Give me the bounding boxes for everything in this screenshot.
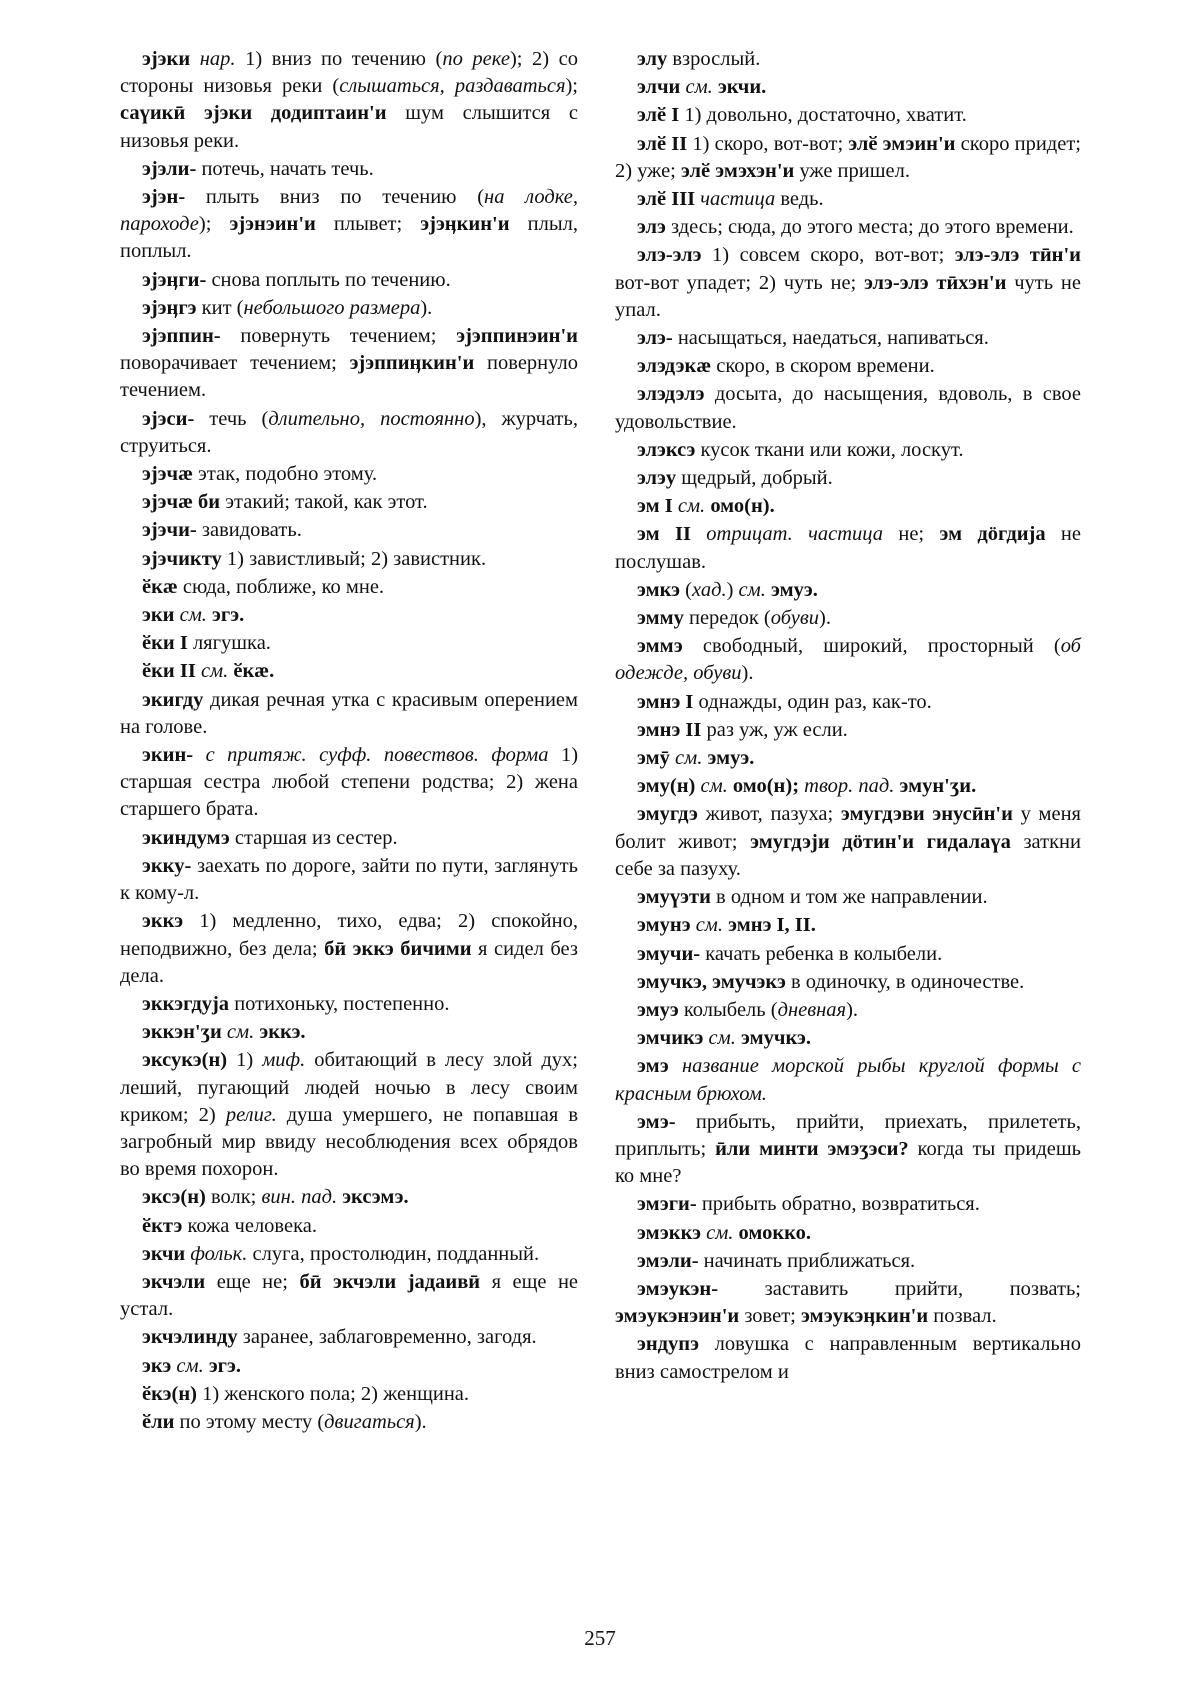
italic-note: на лодке, пароходе	[120, 186, 579, 236]
headword: эккэн'ӡи	[142, 1021, 227, 1044]
dictionary-entry	[120, 687, 578, 741]
headword: эмкэ	[637, 578, 681, 601]
dictionary-entry	[615, 605, 1081, 632]
definition-text: передок (	[683, 607, 771, 630]
italic-note: название морской рыбы круглой формы с красным брюхом.	[615, 1055, 1081, 1105]
definition-text: чуть не упал.	[615, 271, 1081, 321]
headword: эмнэ I, II.	[723, 914, 816, 937]
dictionary-entry	[615, 801, 1081, 883]
italic-note: см.	[738, 578, 766, 601]
italic-note: см.	[176, 1354, 204, 1377]
headword: эмуэ.	[765, 578, 818, 601]
dictionary-entry	[615, 1331, 1081, 1385]
headword: эндупэ	[637, 1333, 699, 1356]
definition-text: 1) скоро, вот-вот;	[687, 132, 849, 155]
headword: ӣли минти эмэӡэси?	[715, 1137, 909, 1160]
definition-text: ), журчать, струиться.	[120, 407, 578, 457]
headword: элэдэлэ	[637, 383, 705, 406]
dictionary-entry	[120, 1409, 578, 1436]
headword: эјэппинэин'и	[456, 325, 578, 348]
headword: эмэккэ	[637, 1221, 707, 1244]
italic-note: см.	[226, 1021, 255, 1044]
dictionary-entry	[120, 156, 578, 183]
italic-note: дневная	[777, 998, 847, 1021]
headword: элэ-элэ тӣхэн'и	[864, 271, 1007, 294]
italic-note: см.	[695, 914, 723, 937]
italic-note: см.	[677, 495, 706, 518]
dictionary-entry	[120, 1241, 578, 1268]
headword: бӣ экчэли јадаивӣ	[299, 1270, 481, 1293]
headword: элэксэ	[637, 438, 696, 461]
headword: эмчикэ	[637, 1027, 709, 1050]
definition-text: раз уж, уж если.	[701, 718, 848, 741]
headword: элэдэкæ	[637, 355, 712, 378]
headword: экку-	[142, 854, 192, 877]
headword: эмӯ	[637, 747, 676, 770]
definition-text: свободный, широкий, просторный (	[682, 635, 1061, 658]
italic-note: вин. пад.	[261, 1186, 338, 1209]
definition-text: плыл, поплыл.	[120, 213, 578, 263]
definition-text: завидовать.	[196, 519, 302, 542]
definition-text: уже пришел.	[794, 159, 910, 182]
definition-text: в одиночку, в одиночестве.	[785, 970, 1025, 993]
definition-text: 1) довольно, достаточно, хватит.	[679, 104, 967, 127]
definition-text: я сидел без дела.	[120, 937, 579, 987]
definition-text: заставить прийти, позвать;	[718, 1277, 1081, 1300]
dictionary-entry	[120, 1213, 578, 1240]
definition-text: скоро, в скором времени.	[711, 355, 935, 378]
definition-text: 1) старшая сестра любой степени родства; 2) жена старшего брата.	[120, 744, 579, 821]
headword: эмуэ.	[702, 747, 755, 770]
definition-text: насыщаться, наедаться, напиваться.	[672, 327, 989, 350]
definition-text: 1) совсем скоро, вот-вот;	[701, 244, 955, 267]
headword: ӗли	[142, 1410, 175, 1433]
definition-text: начинать приближаться.	[698, 1249, 916, 1272]
definition-text: повернуло течением.	[120, 352, 578, 402]
italic-note: см.	[700, 775, 728, 798]
italic-note: обуви	[770, 607, 820, 630]
dictionary-entry	[615, 353, 1081, 380]
definition-text: ); 2) со стороны низовья реки (	[120, 48, 579, 98]
dictionary-entry	[615, 633, 1081, 687]
headword: ӗктэ	[142, 1214, 183, 1237]
headword: эккэ.	[254, 1021, 306, 1044]
dictionary-entry	[120, 295, 578, 322]
dictionary-entry	[615, 689, 1081, 716]
definition-text: поворачивает течением;	[120, 352, 350, 375]
definition-text: заткни себе за пазуху.	[615, 830, 1081, 880]
definition-text: кит (	[196, 296, 244, 319]
headword: элӗ I	[637, 104, 680, 127]
dictionary-entry	[120, 991, 578, 1018]
headword: эм II	[637, 523, 707, 546]
headword: экиндумэ	[142, 826, 230, 849]
headword: саүикӣ эјэки додиптаин'и	[120, 102, 387, 125]
definition-text: 1) завистливый; 2) завистник.	[221, 547, 487, 570]
headword: элчи	[637, 76, 686, 99]
headword: элэ-элэ тӣн'и	[954, 244, 1081, 267]
headword: эмнэ I	[637, 690, 694, 713]
italic-note: см.	[200, 660, 229, 683]
headword: эјэппин-	[142, 325, 221, 348]
definition-text: ).	[741, 662, 754, 685]
definition-text: плывет;	[315, 213, 421, 236]
headword: элӗ эмэин'и	[848, 132, 956, 155]
dictionary-entry	[615, 74, 1081, 101]
headword: элэу	[637, 467, 677, 490]
headword: эксукэ(н)	[142, 1049, 228, 1072]
headword: ӗкэ(н)	[142, 1382, 197, 1405]
italic-note: см.	[708, 1027, 736, 1050]
headword: эјэки	[142, 48, 200, 70]
headword: эмму	[637, 607, 684, 630]
italic-note: об одежде, обуви	[615, 635, 1081, 685]
definition-text: ведь.	[775, 188, 824, 211]
headword: эмэли-	[637, 1249, 699, 1272]
definition-text: обитающий в лесу злой дух; леший, пугающий людей ночью в лесу своим криком; 2)	[120, 1049, 579, 1126]
definition-text: здесь; сюда, до этого места; до этого времени.	[665, 216, 1074, 239]
dictionary-entry	[120, 658, 578, 685]
headword: эмнэ II	[637, 718, 702, 741]
definition-text: заранее, заблаговременно, загодя.	[237, 1326, 537, 1349]
italic-note: религ.	[225, 1103, 277, 1126]
definition-text: течь (	[194, 407, 269, 430]
headword: эму(н)	[637, 775, 701, 798]
headword: эмугдэји дӧтин'и гидалаүа	[750, 830, 1011, 853]
headword: эјэнэин'и	[229, 213, 316, 236]
headword: эмэги-	[637, 1193, 697, 1216]
definition-text: взрослый.	[667, 48, 761, 70]
dictionary-entry	[120, 630, 578, 657]
definition-text: );	[565, 75, 579, 98]
headword: эјэн-	[142, 186, 186, 209]
dictionary-entry	[120, 46, 578, 155]
definition-text: плыть вниз по течению (	[185, 186, 485, 209]
definition-text: )	[726, 578, 739, 601]
headword: экчи	[142, 1242, 191, 1265]
dictionary-entry	[120, 1269, 578, 1323]
headword: ӗкæ.	[228, 660, 275, 683]
dictionary-entry	[615, 102, 1081, 129]
dictionary-entry	[120, 406, 578, 460]
italic-note: см.	[179, 604, 207, 627]
right-column	[615, 46, 1081, 1387]
dictionary-entry	[120, 825, 578, 852]
headword: элӗ эмэхэн'и	[681, 159, 795, 182]
definition-text: 1) женского пола; 2) женщина.	[196, 1382, 470, 1405]
dictionary-entry	[120, 323, 578, 405]
headword: эки	[142, 604, 180, 627]
dictionary-entry	[615, 46, 1081, 73]
italic-note: см.	[706, 1221, 734, 1244]
headword: экчэлинду	[142, 1326, 238, 1349]
definition-text: снова поплыть по течению.	[206, 268, 451, 291]
definition-text: живот, пазуха;	[697, 803, 841, 826]
italic-note: отрицат. частица	[706, 523, 884, 546]
italic-note: частица	[700, 188, 776, 211]
headword: экчэли	[142, 1270, 206, 1293]
dictionary-entry	[615, 1053, 1081, 1107]
dictionary-entry	[120, 184, 578, 266]
headword: элӗ II	[637, 132, 688, 155]
dictionary-entry	[120, 1019, 578, 1046]
dictionary-entry	[615, 1109, 1081, 1191]
definition-text: скоро придет; 2) уже;	[615, 132, 1081, 182]
definition-text: лягушка.	[187, 632, 271, 655]
dictionary-entry	[615, 1220, 1081, 1247]
italic-note: по реке	[442, 48, 510, 70]
definition-text: волк;	[205, 1186, 262, 1209]
definition-text: ).	[420, 296, 433, 319]
definition-text: 1)	[227, 1049, 263, 1072]
headword: эгэ.	[203, 1354, 241, 1377]
definition-text: в одном и том же направлении.	[710, 886, 988, 909]
definition-text: колыбель (	[678, 998, 778, 1021]
italic-note: длительно, постоянно	[268, 407, 475, 430]
definition-text: шум слышится с низовья реки.	[120, 102, 578, 152]
definition-text: душа умершего, не попавшая в загробный мир ввиду несоблюдения всех обрядов во время похорон.	[120, 1103, 578, 1181]
dictionary-entry	[120, 1184, 578, 1211]
headword: элэ	[637, 216, 666, 239]
definition-text: зовет;	[739, 1305, 801, 1328]
definition-text: прибыть, прийти, приехать, прилететь, приплыть;	[615, 1110, 1081, 1160]
headword: эмунэ	[637, 914, 696, 937]
headword: бӣ эккэ бичими	[324, 937, 472, 960]
italic-note: двигаться	[324, 1410, 415, 1433]
definition-text: когда ты придешь ко мне?	[615, 1137, 1082, 1188]
headword: эјэчæ би	[142, 491, 221, 514]
headword: эјэчи-	[142, 519, 197, 542]
italic-note: с притяж. суфф. повествов. форма	[205, 744, 549, 767]
definition-text: по этому месту (	[174, 1410, 325, 1433]
left-column	[120, 46, 578, 1437]
headword: эммэ	[637, 635, 683, 658]
italic-note: миф.	[262, 1049, 306, 1072]
italic-note: слышаться, раздаваться	[339, 75, 566, 98]
dictionary-entry	[120, 267, 578, 294]
dictionary-entry	[615, 773, 1081, 800]
dictionary-entry	[120, 461, 578, 488]
headword: элэ-элэ	[637, 244, 702, 267]
headword: эмугдэ	[637, 803, 698, 826]
definition-text: качать ребенка в колыбели.	[700, 942, 943, 965]
italic-note: см.	[675, 747, 703, 770]
dictionary-entry	[120, 1381, 578, 1408]
dictionary-entry	[120, 853, 578, 907]
headword: элу	[637, 48, 668, 70]
headword: элэ-	[637, 327, 673, 350]
headword: эјэли-	[142, 157, 197, 180]
dictionary-entry	[615, 884, 1081, 911]
headword: экэ	[142, 1354, 177, 1377]
headword: омокко.	[733, 1221, 812, 1244]
headword: омо(н);	[727, 775, 805, 798]
headword: эм дӧгдија	[939, 523, 1046, 546]
definition-text: прибыть обратно, возвратиться.	[696, 1193, 980, 1216]
headword: эмугдэви энусӣн'и	[840, 803, 1013, 826]
definition-text: досыта, до насыщения, вдоволь, в свое удовольствие.	[615, 383, 1081, 433]
headword: ӗкæ	[142, 575, 178, 598]
dictionary-entry	[120, 517, 578, 544]
headword: эмучкэ.	[735, 1027, 811, 1050]
dictionary-entry	[120, 574, 578, 601]
headword: ӗки I	[142, 632, 188, 655]
definition-text: кусок ткани или кожи, лоскут.	[695, 438, 964, 461]
headword: эмэ	[637, 1055, 682, 1078]
italic-note: хад.	[692, 578, 727, 601]
italic-note: нар.	[199, 48, 236, 70]
definition-text: дикая речная утка с красивым оперением на голове.	[120, 688, 578, 738]
dictionary-entry	[615, 941, 1081, 968]
headword: эмуүэти	[637, 886, 711, 909]
definition-text: 1) вниз по течению (	[235, 48, 443, 70]
dictionary-entry	[615, 1276, 1081, 1330]
definition-text: ловушка с направленным вертикально вниз самострелом и	[615, 1333, 1081, 1383]
italic-note: твор. пад.	[804, 775, 895, 798]
definition-text: кожа человека.	[182, 1214, 317, 1237]
headword: эјэчикту	[142, 547, 222, 570]
headword: эм I	[637, 495, 678, 518]
headword: эмучкэ, эмучэкэ	[637, 970, 786, 993]
dictionary-entry	[615, 493, 1081, 520]
headword: эмуэ	[637, 998, 679, 1021]
definition-text: ).	[819, 607, 831, 630]
dictionary-entry	[615, 131, 1081, 185]
dictionary-entry	[120, 546, 578, 573]
definition-text: не;	[883, 523, 940, 546]
headword: эмучи-	[637, 942, 701, 965]
definition-text: старшая из сестер.	[229, 826, 398, 849]
headword: элӗ III	[637, 188, 701, 211]
dictionary-entry	[615, 745, 1081, 772]
italic-note: фольк.	[190, 1242, 248, 1265]
dictionary-entry	[615, 912, 1081, 939]
dictionary-entry	[615, 1191, 1081, 1218]
headword: эксэ(н)	[142, 1186, 206, 1209]
headword: эјэчæ	[142, 463, 193, 486]
definition-text: (	[680, 578, 692, 601]
headword: эмун'ӡи.	[894, 775, 977, 798]
dictionary-entry	[615, 1025, 1081, 1052]
headword: эксэмэ.	[337, 1186, 409, 1209]
dictionary-entry	[615, 1248, 1081, 1275]
dictionary-entry	[615, 997, 1081, 1024]
dictionary-entry	[120, 489, 578, 516]
definition-text: не послушав.	[615, 523, 1081, 573]
definition-text: потихоньку, постепенно.	[229, 992, 450, 1015]
definition-text: потечь, начать течь.	[196, 157, 374, 180]
headword: эккэ	[142, 910, 184, 933]
headword: эјэӊгэ	[142, 296, 197, 319]
dictionary-entry	[120, 1353, 578, 1380]
definition-text: позвал.	[928, 1305, 997, 1328]
headword: эјэппиӊкин'и	[349, 352, 475, 375]
dictionary-entry	[615, 521, 1081, 575]
headword: ӗки II	[142, 660, 201, 683]
definition-text: заехать по дороге, зайти по пути, заглянуть к кому-л.	[120, 854, 578, 905]
headword: эмэукэӊкин'и	[801, 1305, 929, 1328]
headword: экин-	[142, 744, 206, 767]
dictionary-entry	[615, 969, 1081, 996]
dictionary-entry	[120, 1047, 578, 1183]
dictionary-entry	[615, 717, 1081, 744]
dictionary-entry	[120, 908, 578, 990]
page-number: 257	[584, 1626, 616, 1650]
definition-text: слуга, простолюдин, подданный.	[247, 1242, 540, 1265]
headword: эгэ.	[206, 604, 245, 627]
dictionary-entry	[615, 186, 1081, 213]
headword: омо(н).	[705, 495, 775, 518]
headword: эмэ-	[637, 1110, 676, 1133]
headword: эккэгдуја	[142, 992, 230, 1015]
definition-text: этак, подобно этому.	[192, 463, 378, 486]
definition-text: я еще не устал.	[120, 1270, 579, 1321]
dictionary-entry	[615, 214, 1081, 241]
headword: эмэукэнэин'и	[615, 1305, 740, 1328]
dictionary-entry	[615, 325, 1081, 352]
headword: эјэси-	[142, 407, 195, 430]
definition-text: ).	[846, 998, 859, 1021]
dictionary-entry	[615, 465, 1081, 492]
dictionary-entry	[615, 242, 1081, 324]
definition-text: еще не;	[205, 1270, 300, 1293]
headword: эјэӊги-	[142, 268, 207, 291]
definition-text: однажды, один раз, как-то.	[693, 690, 932, 713]
italic-note: см.	[685, 76, 713, 99]
definition-text: 1) медленно, тихо, едва; 2) спокойно, неподвижно, без дела;	[120, 910, 578, 960]
definition-text: повернуть течением;	[220, 325, 457, 348]
definition-text: у меня болит живот;	[615, 803, 1081, 853]
italic-note: небольшого размера	[243, 296, 421, 319]
dictionary-entry	[120, 1324, 578, 1351]
definition-text: ).	[414, 1410, 427, 1433]
headword: эјэӊкин'и	[420, 213, 510, 236]
definition-text: );	[198, 213, 230, 236]
dictionary-entry	[120, 742, 578, 824]
definition-text: вот-вот упадет; 2) чуть не;	[615, 271, 865, 294]
headword: экигду	[142, 688, 204, 711]
headword: экчи.	[712, 76, 767, 99]
dictionary-entry	[615, 577, 1081, 604]
definition-text: сюда, поближе, ко мне.	[177, 575, 385, 598]
definition-text: щедрый, добрый.	[676, 467, 833, 490]
headword: эмэукэн-	[637, 1277, 719, 1300]
dictionary-entry	[615, 437, 1081, 464]
dictionary-entry	[120, 602, 578, 629]
dictionary-entry	[615, 381, 1081, 435]
definition-text: этакий; такой, как этот.	[220, 491, 428, 514]
